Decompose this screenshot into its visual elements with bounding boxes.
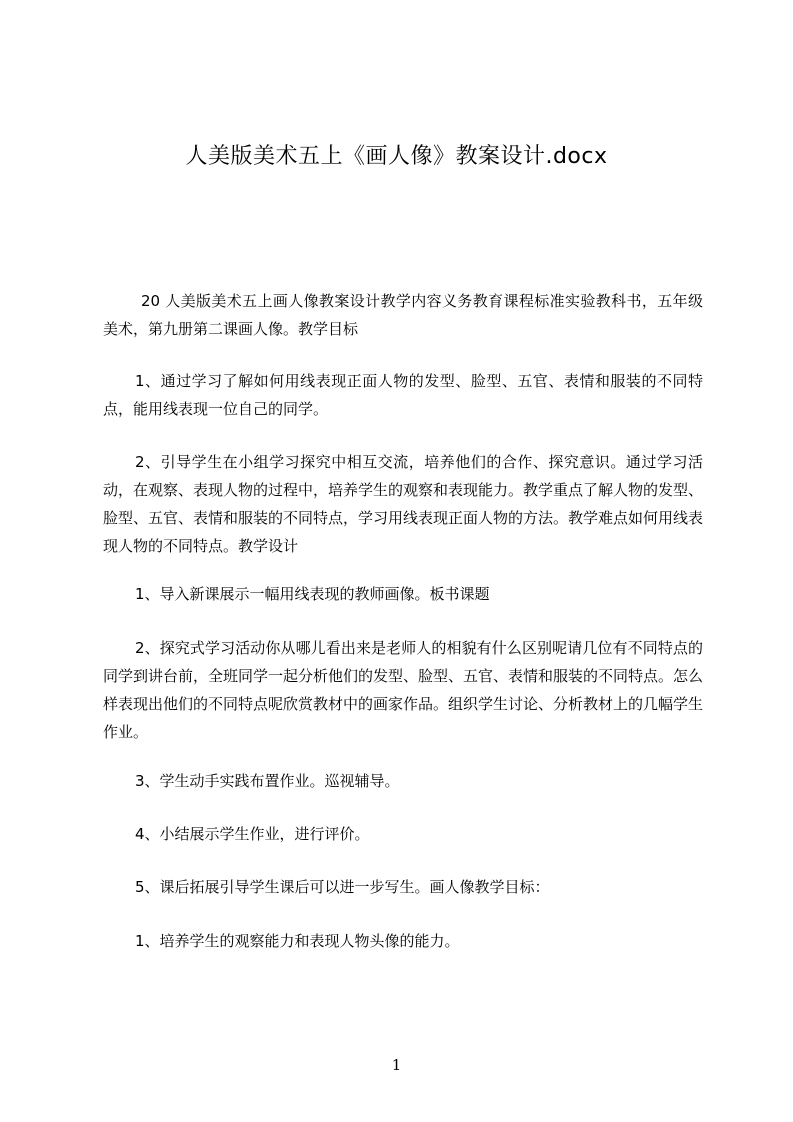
document-title: 人美版美术五上《画人像》教案设计.docx — [185, 144, 608, 169]
paragraph-step-1: 1、导入新课展示一幅用线表现的教师画像。板书课题 — [135, 585, 490, 603]
paragraph-step-3: 3、学生动手实践布置作业。巡视辅导。 — [135, 772, 400, 790]
paragraph-goal-1: 1、通过学习了解如何用线表现正面人物的发型、脸型、五官、表情和服装的不同特点，能用线表现一位自己的同学。 — [103, 372, 703, 418]
paragraph-goal-2: 2、引导学生在小组学习探究中相互交流，培养他们的合作、探究意识。通过学习活动，在观察、表现人物的过程中，培养学生的观察和表现能力。教学重点了解人物的发型、脸型、五官、表情和服装的不同特点，学习用线表现正面人物的方法。教学难点如何用线表现人物的不同特点。教学设计 — [103, 453, 704, 555]
paragraph-step-5: 5、课后拓展引导学生课后可以进一步写生。画人像教学目标： — [135, 878, 550, 896]
paragraph-step-4: 4、小结展示学生作业，进行评价。 — [135, 825, 370, 843]
paragraph-objective-1: 1、培养学生的观察能力和表现人物头像的能力。 — [135, 932, 460, 950]
paragraph-step-2: 2、探究式学习活动你从哪儿看出来是老师人的相貌有什么区别呢请几位有不同特点的同学到讲台前，全班同学一起分析他们的发型、脸型、五官、表情和服装的不同特点。怎么样表现出他们的不同特点呢欣赏教材中的画家作品。组织学生讨论、分析教材上的几幅学生作业。 — [103, 639, 704, 741]
paragraph-intro: 20 人美版美术五上画人像教案设计教学内容义务教育课程标准实验教科书，五年级美术，第九册第二课画人像。教学目标 — [103, 292, 703, 338]
page-number: 1 — [391, 1056, 402, 1074]
